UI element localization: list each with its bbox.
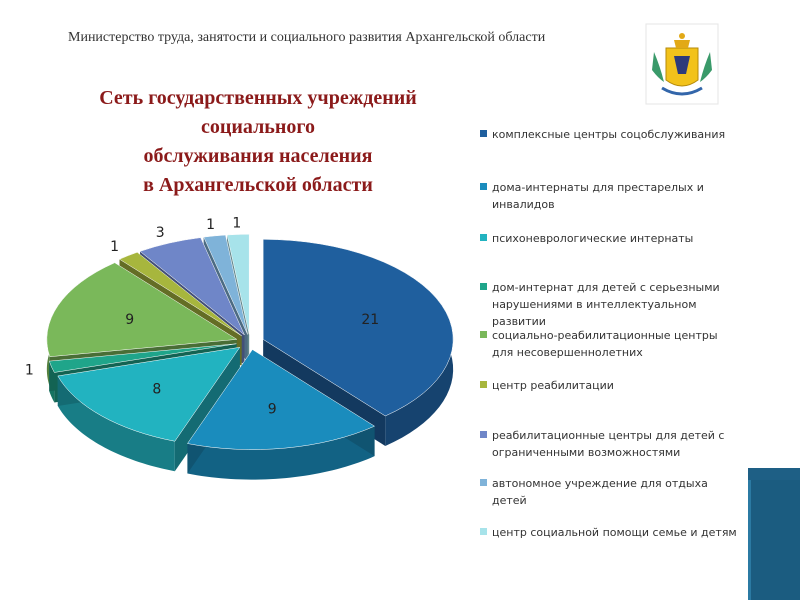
legend-item [478,279,740,330]
ministry-header: Министерство труда, занятости и социального развития Архангельской области [68,30,546,45]
legend-item [478,230,740,247]
pie-data-label: 3 [155,225,165,242]
legend-label: реабилитационные центры для детей с ограниченными возможностями [492,429,725,459]
pie-data-label: 21 [361,311,380,328]
legend-swatch [480,234,487,241]
legend-item [478,327,740,361]
legend-item [478,427,740,461]
title-line-3: обслуживания населения [143,145,373,167]
legend-item [478,377,740,394]
legend-swatch [480,283,487,290]
legend-swatch [480,331,487,338]
pie-data-label: 9 [125,311,135,328]
legend-swatch [480,130,487,137]
pie-data-label: 9 [267,401,277,418]
legend-swatch [480,528,487,535]
pie-data-label: 8 [152,381,162,398]
title-line-2: социального [200,116,315,138]
legend-label: комплексные центры соцобслуживания [492,128,726,141]
pie-data-label: 1 [206,217,216,234]
legend-swatch [480,431,487,438]
legend-item [478,126,740,143]
legend-label: дом-интернат для детей с серьезными нарушениями в интеллектуальном развитии [492,281,720,328]
pie-data-label: 1 [232,215,242,232]
legend-item [478,475,740,509]
title-line-1: Сеть государственных учреждений [99,87,417,109]
legend-label: психоневрологические интернаты [492,232,694,245]
legend-swatch [480,183,487,190]
chart-title [60,84,456,200]
pie-data-label: 1 [110,238,120,255]
legend-label: центр реабилитации [492,379,614,392]
coat-of-arms-icon [644,22,720,106]
title-line-4: в Архангельской области [143,174,373,196]
legend-label: социально-реабилитационные центры для несовершеннолетних [492,329,718,359]
legend-item [478,524,740,541]
legend-label: центр социальной помощи семье и детям [492,526,737,539]
decorative-side-band [740,0,800,600]
legend-label: автономное учреждение для отдыха детей [492,477,708,507]
legend-swatch [480,479,487,486]
legend-item [478,179,740,213]
legend-label: дома-интернаты для престарелых и инвалидов [492,181,704,211]
pie-data-label: 1 [24,362,34,379]
pie-chart [0,210,470,500]
legend-swatch [480,381,487,388]
